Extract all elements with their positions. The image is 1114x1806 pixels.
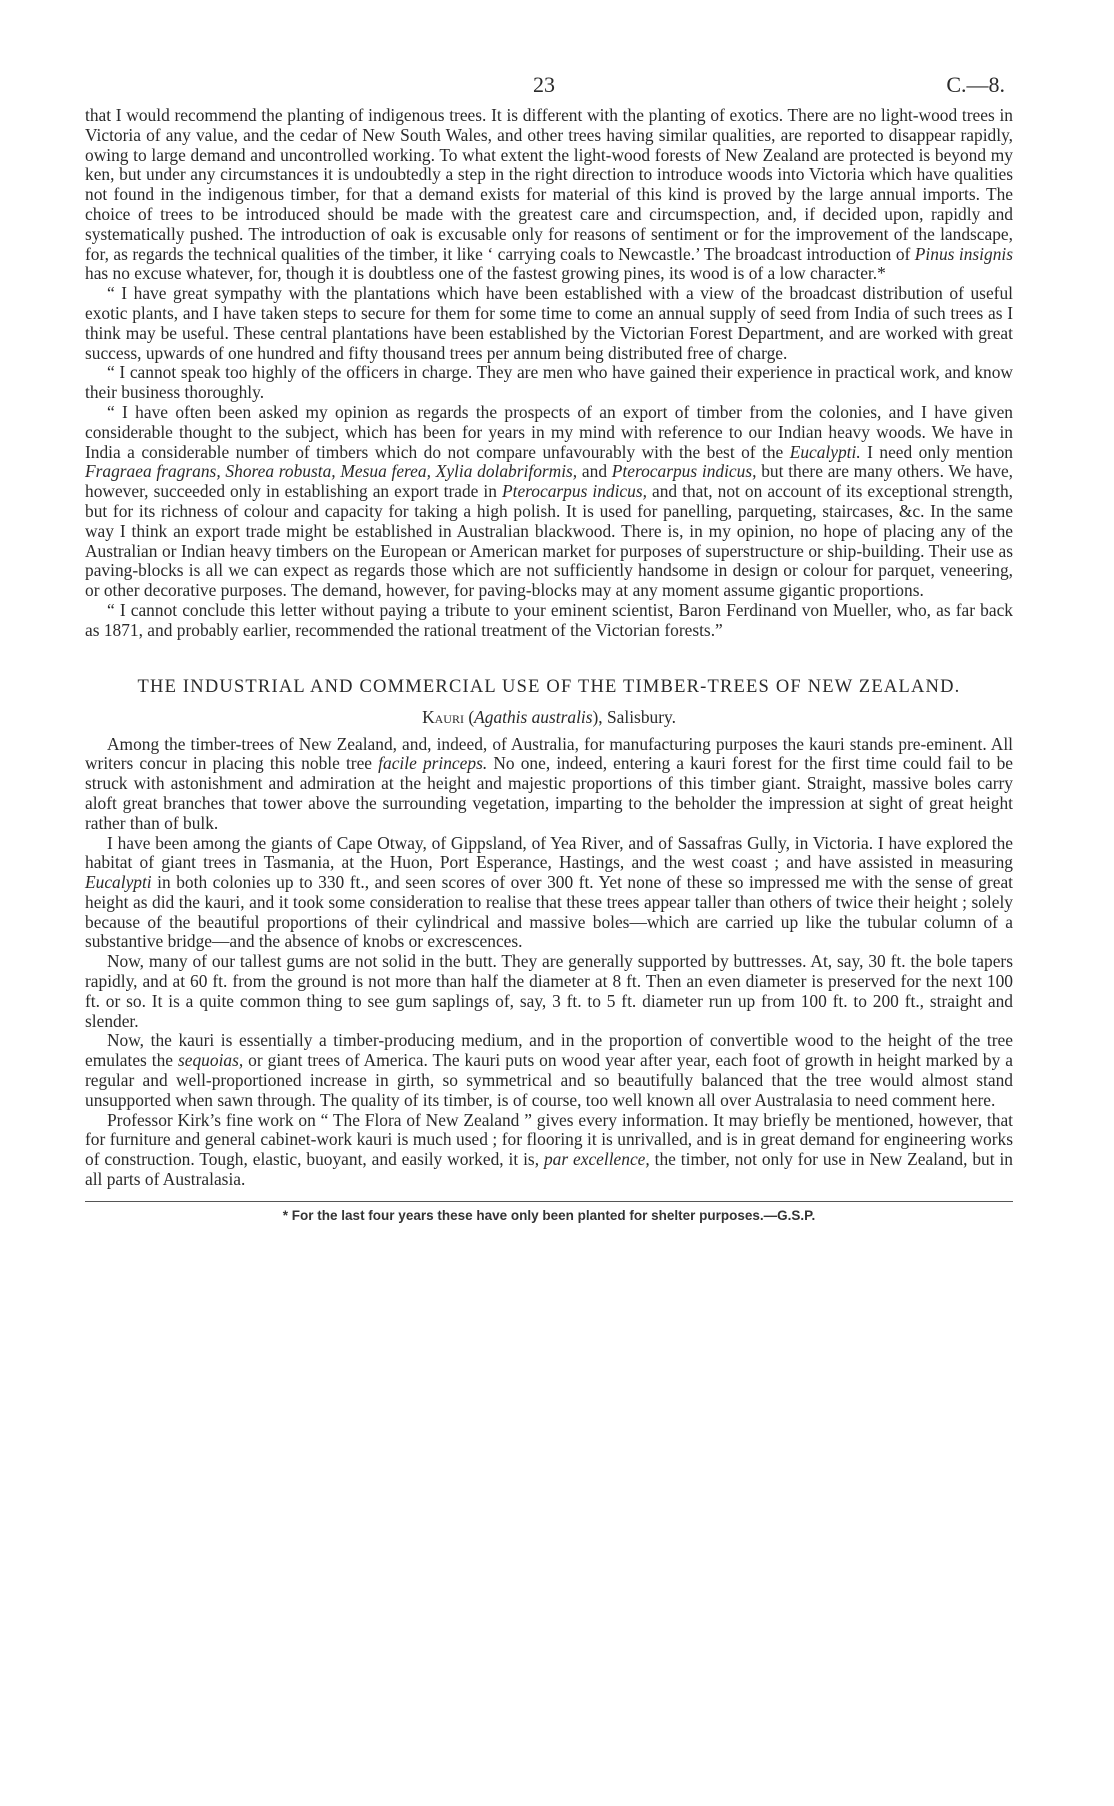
- paragraph: [85, 601, 1013, 641]
- text-run: Professor Kirk’s fine work on “ The Flora of New Zealand ” gives every information. It may briefly be mentioned, however, that for furniture and general cabinet-work kauri is much used ; for flooring it is unrivalled, and is in great demand for engineering works of construction. Tough, elastic, buoyant, and easily worked, it is,: [85, 1109, 1013, 1170]
- page-number: 23: [533, 72, 555, 97]
- species-author: Salisbury.: [607, 706, 676, 727]
- paragraph: [85, 106, 1013, 284]
- letter-body: [85, 106, 1013, 641]
- text-run: has no excuse whatever, for, though it is doubtless one of the fastest growing pines, its wood is of a low character.*: [85, 263, 886, 284]
- paragraph: [85, 952, 1013, 1031]
- text-run: “ I have often been asked my opinion as regards the prospects of an export of timber from the colonies, and I have given considerable thought to the subject, which has been for years in my mind with reference to our Indian heavy woods. We have in India a considerable number of timbers which do not compare unfavourably with the best of the: [85, 401, 1013, 462]
- italic-text: Pterocarpus indicus,: [502, 481, 647, 502]
- footnote: * For the last four years these have only been planted for shelter purposes.—G.S.P.: [282, 1207, 816, 1223]
- italic-text: Eucalypti: [85, 872, 152, 893]
- text-run: or giant trees of America. The kauri puts on wood year after year, each foot of growth in height marked by a regular and well-proportioned increase in girth, so symmetrical and so beautifully balanced that the tree would almost stand unsupported when sawn through. The quality of its timber, is of course, too well known all over Australasia to need comment here.: [85, 1050, 1013, 1110]
- text-run: and that, not on account of its exceptional strength, but for its richness of colour and capacity for taking a high polish. It is used for panelling, parqueting, staircases, &c. In the same way I think an export trade might be established in Australian blackwood. There is, in my opinion, no hope of placing any of the Australian or Indian heavy timbers on the European or American market for purposes of superstructure or ship-building. Their use as paving-blocks is all we can expect as regards those which are not sufficiently handsome in design or colour for parquet, veneering, or other decorative purposes. The demand, however, for paving-blocks may at any moment assume gigantic proportions.: [85, 481, 1014, 601]
- paragraph: [85, 363, 1013, 403]
- paragraph: [85, 735, 1013, 834]
- text-run: “ I cannot conclude this letter without paying a tribute to your eminent scientist, Baron Ferdinand von Mueller, who, as far back as 1871, and probably earlier, recommended the rational treatment of the Victorian forests.”: [85, 599, 1013, 640]
- text-run: and: [577, 461, 612, 482]
- italic-text: Eucalypti.: [789, 441, 861, 462]
- italic-text: Pterocarpus indicus,: [611, 461, 757, 482]
- text-run: “ I cannot speak too highly of the officers in charge. They are men who have gained their experience in practical work, and know their business thoroughly.: [85, 362, 1013, 403]
- italic-text: facile princeps.: [378, 753, 488, 774]
- text-run: I have been among the giants of Cape Otway, of Gippsland, of Yea River, and of Sassafras Gully, in Victoria. I have explored the habitat of giant trees in Tasmania, at the Huon, Port Esperance, Hastings, and the west coast ; and have assisted in measuring: [85, 832, 1013, 873]
- species-name: Kauri: [422, 706, 464, 727]
- text-run: the timber, not only for use in New Zealand, but in all parts of Australasia.: [85, 1149, 1013, 1190]
- species-latin-name: Agathis australis: [474, 706, 593, 727]
- paragraph: [85, 1111, 1013, 1190]
- text-run: “ I have great sympathy with the plantations which have been established with a view of the broadcast distribution of useful exotic plants, and I have taken steps to secure for them for some time to come an annual supply of seed from India of such trees as I think may be useful. These central plantations have been established by the Victorian Forest Department, and are worked with great success, upwards of one hundred and fifty thousand trees per annum being distributed free of charge.: [85, 283, 1013, 363]
- text-run: Among the timber-trees of New Zealand, and, indeed, of Australia, for manufacturing purposes the kauri stands pre-eminent. All writers concur in placing this noble tree: [85, 733, 1013, 774]
- italic-text: par excellence,: [543, 1149, 650, 1170]
- document-page: [85, 72, 1013, 1223]
- italic-text: Pinus insignis: [914, 243, 1014, 264]
- text-run: I need only mention: [860, 441, 1013, 462]
- paragraph: [85, 284, 1013, 363]
- text-run: that I would recommend the planting of indigenous trees. It is different with the planting of exotics. There are no light-wood trees in Victoria of any value, and the cedar of New South Wales, and other trees having similar qualities, are reported to disappear rapidly, owing to large demand and uncontrolled working. To what extent the light-wood forests of New Zealand are protected is beyond my ken, but under any circumstances it is undoubtedly a step in the right direction to introduce woods into Victoria which have qualities not found in the indigenous timber, for that a demand exists for material of this kind is proved by the large annual imports. The choice of trees to be introduced should be made with the greatest care and circumspection, and, if decided upon, rapidly and systematically pushed. The introduction of oak is excusable only for reasons of sentiment or for the improvement of the landscape, for, as regards the technical qualities of the timber, it like ‘ carrying coals to Newcastle.’ The broadcast introduction of: [85, 105, 1013, 264]
- section-title: THE INDUSTRIAL AND COMMERCIAL USE OF THE TIMBER-TREES OF NEW ZEALAND.: [137, 676, 961, 697]
- paragraph: [85, 1031, 1013, 1110]
- text-run: Now, the kauri is essentially a timber-producing medium, and in the proportion of convertible wood to the height of the tree emulates the: [85, 1030, 1013, 1071]
- paragraph: [85, 834, 1013, 953]
- text-run: No one, indeed, entering a kauri forest for the first time could fail to be struck with astonishment and admiration at the height and majestic proportions of this timber giant. Straight, massive boles carry aloft great branches that tower above the surrounding vegetation, imparting to the beholder the impression at sight of great height rather than of bulk.: [85, 753, 1014, 833]
- italic-text: Fragraea fragrans, Shorea robusta, Mesua ferea, Xylia dolabriformis,: [85, 461, 578, 482]
- paper-code: C.—8.: [946, 72, 1005, 97]
- paragraph: [85, 403, 1013, 601]
- page-header: [85, 72, 1013, 106]
- footnote-divider: [85, 1201, 1013, 1202]
- text-run: in both colonies up to 330 ft., and seen scores of over 300 ft. Yet none of these so impressed me with the sense of great height as did the kauri, and it took some consideration to realise that these trees appear taller than others of twice their height ; solely because of the beautiful proportions of their cylindrical and massive boles—which are carried up like the tubular column of a substantive bridge—and the absence of knobs or excrescences.: [85, 872, 1013, 952]
- species-subheading: Kauri (Agathis australis), Salisbury.: [422, 706, 676, 727]
- text-run: but there are many others. We have, however, succeeded only in establishing an export trade in: [85, 461, 1014, 502]
- text-run: Now, many of our tallest gums are not solid in the butt. They are generally supported by buttresses. At, say, 30 ft. the bole tapers rapidly, and at 60 ft. from the ground is not more than half the diameter at 8 ft. Then an even diameter is preserved for the next 100 ft. or so. It is a quite common thing to see gum saplings of, say, 3 ft. to 5 ft. diameter run up from 100 ft. to 200 ft., straight and slender.: [85, 951, 1013, 1031]
- italic-text: sequoias,: [178, 1050, 244, 1071]
- section-body: [85, 735, 1013, 1190]
